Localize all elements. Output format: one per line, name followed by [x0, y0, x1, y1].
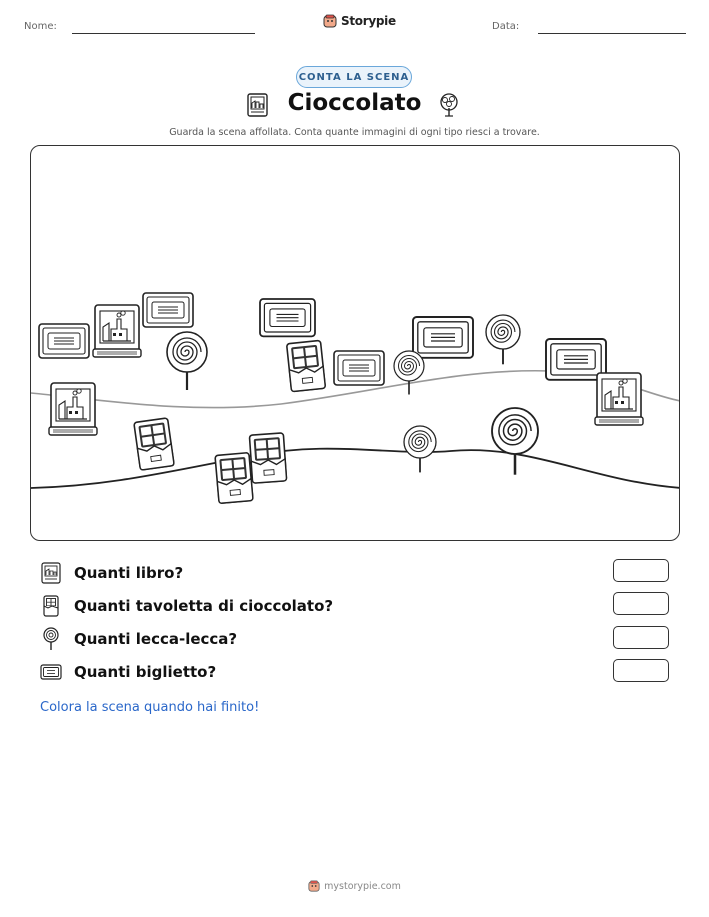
- storypie-mascot-icon: [308, 880, 320, 892]
- chocolate-bar: [215, 453, 253, 504]
- ticket: [143, 293, 193, 327]
- question-lollipops: [40, 628, 237, 650]
- ticket: [334, 351, 384, 385]
- question-text: Quanti biglietto?: [74, 663, 217, 681]
- lollipop: [486, 315, 520, 364]
- book: [49, 383, 97, 435]
- question-tickets: [40, 661, 216, 683]
- footer: [0, 880, 709, 892]
- lollipop-icon: [40, 628, 62, 650]
- name-line[interactable]: [72, 33, 255, 34]
- storypie-mascot-icon: [323, 14, 337, 28]
- coloring-instruction: Colora la scena quando hai finito!: [40, 700, 260, 715]
- book-icon: [40, 562, 62, 584]
- answer-box-tickets[interactable]: [613, 659, 669, 682]
- date-line[interactable]: [538, 33, 686, 34]
- scene-drawing: [31, 146, 680, 541]
- question-text: Quanti libro?: [74, 564, 184, 582]
- instructions: Guarda la scena affollata. Conta quante immagini di ogni tipo riesci a trovare.: [169, 127, 540, 138]
- ticket: [260, 299, 315, 336]
- brand-name: Storypie: [341, 14, 396, 28]
- chocolate-bar: [249, 433, 286, 483]
- question-text: Quanti tavoletta di cioccolato?: [74, 597, 334, 615]
- question-books: [40, 562, 183, 584]
- counting-scene[interactable]: [30, 145, 680, 541]
- question-text: Quanti lecca-lecca?: [74, 630, 238, 648]
- tree-title-icon: [436, 92, 462, 118]
- ticket: [413, 317, 473, 358]
- date-label: Data:: [492, 21, 520, 32]
- lollipop: [394, 351, 424, 395]
- lollipop: [167, 332, 207, 390]
- chocolate-bar-icon: [40, 595, 62, 617]
- chocolate-bar: [134, 418, 174, 470]
- ticket: [39, 324, 89, 358]
- footer-url[interactable]: mystorypie.com: [324, 880, 401, 892]
- activity-badge: CONTA LA SCENA: [296, 66, 412, 88]
- book: [93, 305, 141, 357]
- name-label: Nome:: [24, 21, 57, 32]
- answer-box-books[interactable]: [613, 559, 669, 582]
- lollipop: [492, 408, 538, 475]
- answer-box-chocolate[interactable]: [613, 592, 669, 615]
- book: [595, 373, 643, 425]
- page-title: Cioccolato: [287, 90, 422, 116]
- question-chocolate: [40, 595, 333, 617]
- lollipop: [404, 426, 436, 472]
- chocolate-bar: [287, 340, 326, 391]
- brand-logo: [323, 14, 396, 28]
- ticket-icon: [40, 661, 62, 683]
- answer-box-lollipops[interactable]: [613, 626, 669, 649]
- front-hill-line: [31, 449, 680, 488]
